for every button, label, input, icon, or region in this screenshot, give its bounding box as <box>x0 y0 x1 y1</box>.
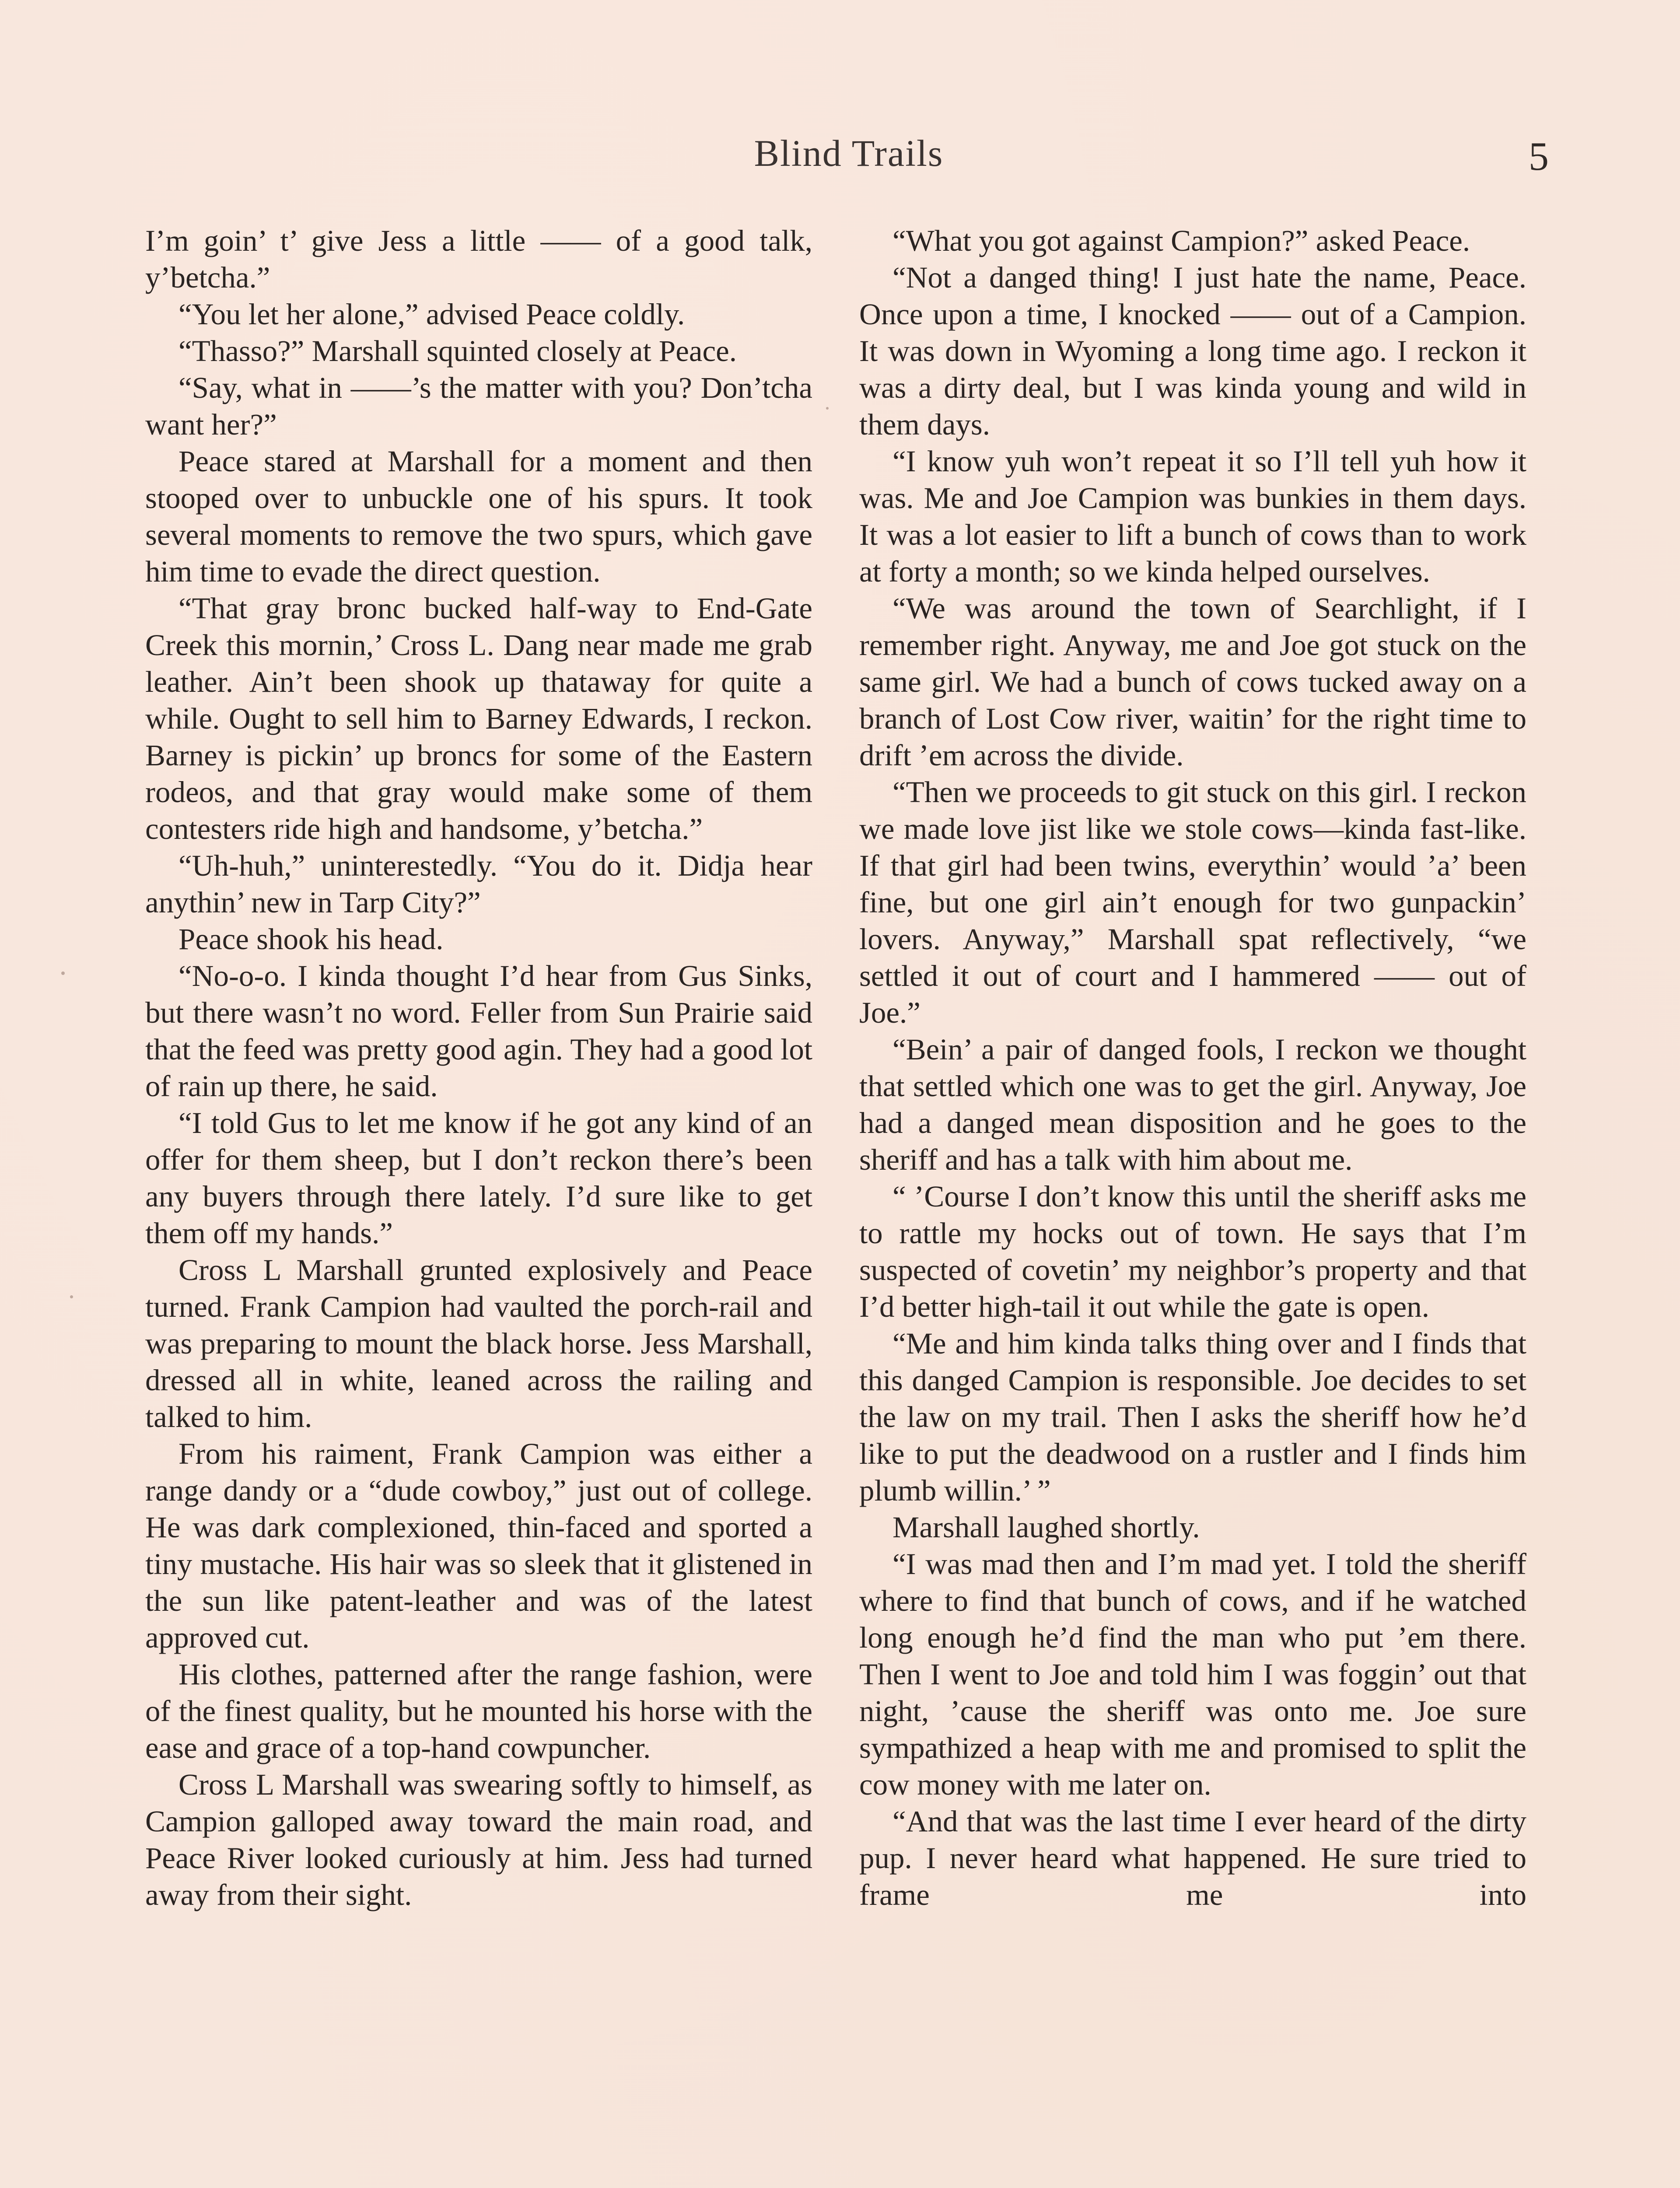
paragraph: “Not a danged thing! I just hate the name, Peace. Once upon a time, I knocked —— out of a Campion. It was down in Wyoming a long time ago. I reckon it was a dirty deal, but I was kinda young and wild in them days. <box>859 261 1526 441</box>
paragraph: “I know yuh won’t repeat it so I’ll tell yuh how it was. Me and Joe Campion was bunkies in them days. It was a lot easier to lift a bunch of cows than to work at forty a month; so we kinda helped ourselves. <box>859 445 1526 588</box>
paragraph: “Uh-huh,” uninterestedly. “You do it. Didja hear anythin’ new in Tarp City?” <box>145 849 812 919</box>
paragraph: “Thasso?” Marshall squinted closely at Peace. <box>178 334 737 368</box>
paragraph: “ ’Course I don’t know this until the sheriff asks me to rattle my hocks out of town. He says that I’m suspected of covetin’ my neighbor’s property and that I’d better high-tail it out while the gate is open. <box>859 1180 1526 1323</box>
paragraph: I’m goin’ t’ give Jess a little —— of a good talk, y’betcha.” <box>145 224 812 294</box>
paragraph: “We was around the town of Searchlight, if I remember right. Anyway, me and Joe got stuck on the same girl. We had a bunch of cows tucked away on a branch of Lost Cow river, waitin’ for the right time to drift ’em across the divide. <box>859 592 1526 772</box>
paragraph: Cross L Marshall grunted explosively and Peace turned. Frank Campion had vaulted the porch-rail and was preparing to mount the black horse. Jess Marshall, dressed all in white, leaned across the railing and talked to him. <box>145 1253 812 1434</box>
paragraph: Cross L Marshall was swearing softly to himself, as Campion galloped away toward the main road, and Peace River looked curiously at him. Jess had turned away from their sight. <box>145 1768 812 1911</box>
paragraph: From his raiment, Frank Campion was either a range dandy or a “dude cowboy,” just out of college. He was dark complexioned, thin-faced and sported a tiny mustache. His hair was so sleek that it glistened in the sun like patent-leather and was of the latest approved cut. <box>145 1437 812 1654</box>
paragraph: His clothes, patterned after the range fashion, were of the finest quality, but he mounted his horse with the ease and grace of a top-hand cowpuncher. <box>145 1658 812 1764</box>
page-number: 5 <box>1529 134 1549 179</box>
right-column <box>859 222 1526 1913</box>
paragraph: “And that was the last time I ever heard of the dirty pup. I never heard what happened. He sure tried to frame me into <box>859 1805 1526 1911</box>
running-title: Blind Trails <box>754 132 944 174</box>
paragraph: “Then we proceeds to git stuck on this girl. I reckon we made love jist like we stole cows—kinda fast-like. If that girl had been twins, everythin’ would ’a’ been fine, but one girl ain’t enough for two gunpackin’ lovers. Anyway,” Marshall spat reflectively, “we settled it out of court and I hammered —— out of Joe.” <box>859 775 1526 1029</box>
paragraph: Marshall laughed shortly. <box>892 1511 1200 1544</box>
paper-speck <box>61 971 65 975</box>
paragraph: Peace shook his head. <box>178 922 444 956</box>
paper-speck <box>826 407 829 410</box>
running-head <box>0 131 1680 184</box>
paragraph: “You let her alone,” advised Peace coldly. <box>178 298 685 331</box>
paragraph: “That gray bronc bucked half-way to End-Gate Creek this mornin,’ Cross L. Dang near made me grab leather. Ain’t been shook up thataway for quite a while. Ought to sell him to Barney Edwards, I reckon. Barney is pickin’ up broncs for some of the Eastern rodeos, and that gray would make some of them contesters ride high and handsome, y’betcha.” <box>145 592 812 845</box>
paragraph: “Me and him kinda talks thing over and I finds that this danged Campion is responsible. Joe decides to set the law on my trail. Then I asks the sheriff how he’d like to put the deadwood on a rustler and I finds him plumb willin.’ ” <box>859 1327 1526 1507</box>
paragraph: “Say, what in ——’s the matter with you? Don’tcha want her?” <box>145 371 812 441</box>
paragraph: “Bein’ a pair of danged fools, I reckon we thought that settled which one was to get the girl. Anyway, Joe had a danged mean disposition and he goes to the sheriff and has a talk with him about me. <box>859 1033 1526 1176</box>
paragraph: “I was mad then and I’m mad yet. I told the sheriff where to find that bunch of cows, and if he watched long enough he’d find the man who put ’em there. Then I went to Joe and told him I was foggin’ out that night, ’cause the sheriff was onto me. Joe sure sympathized a heap with me and promised to split the cow money with me later on. <box>859 1547 1526 1801</box>
paragraph: “What you got against Campion?” asked Peace. <box>892 224 1470 257</box>
paragraph: “I told Gus to let me know if he got any kind of an offer for them sheep, but I don’t reckon there’s been any buyers through there lately. I’d sure like to get them off my hands.” <box>145 1106 812 1250</box>
paragraph: “No-o-o. I kinda thought I’d hear from Gus Sinks, but there wasn’t no word. Feller from Sun Prairie said that the feed was pretty good agin. They had a good lot of rain up there, he said. <box>145 959 812 1103</box>
paper-speck <box>70 1295 73 1298</box>
left-column <box>145 222 812 1913</box>
paragraph: Peace stared at Marshall for a moment and then stooped over to unbuckle one of his spurs. It took several moments to remove the two spurs, which gave him time to evade the direct question. <box>145 445 812 588</box>
